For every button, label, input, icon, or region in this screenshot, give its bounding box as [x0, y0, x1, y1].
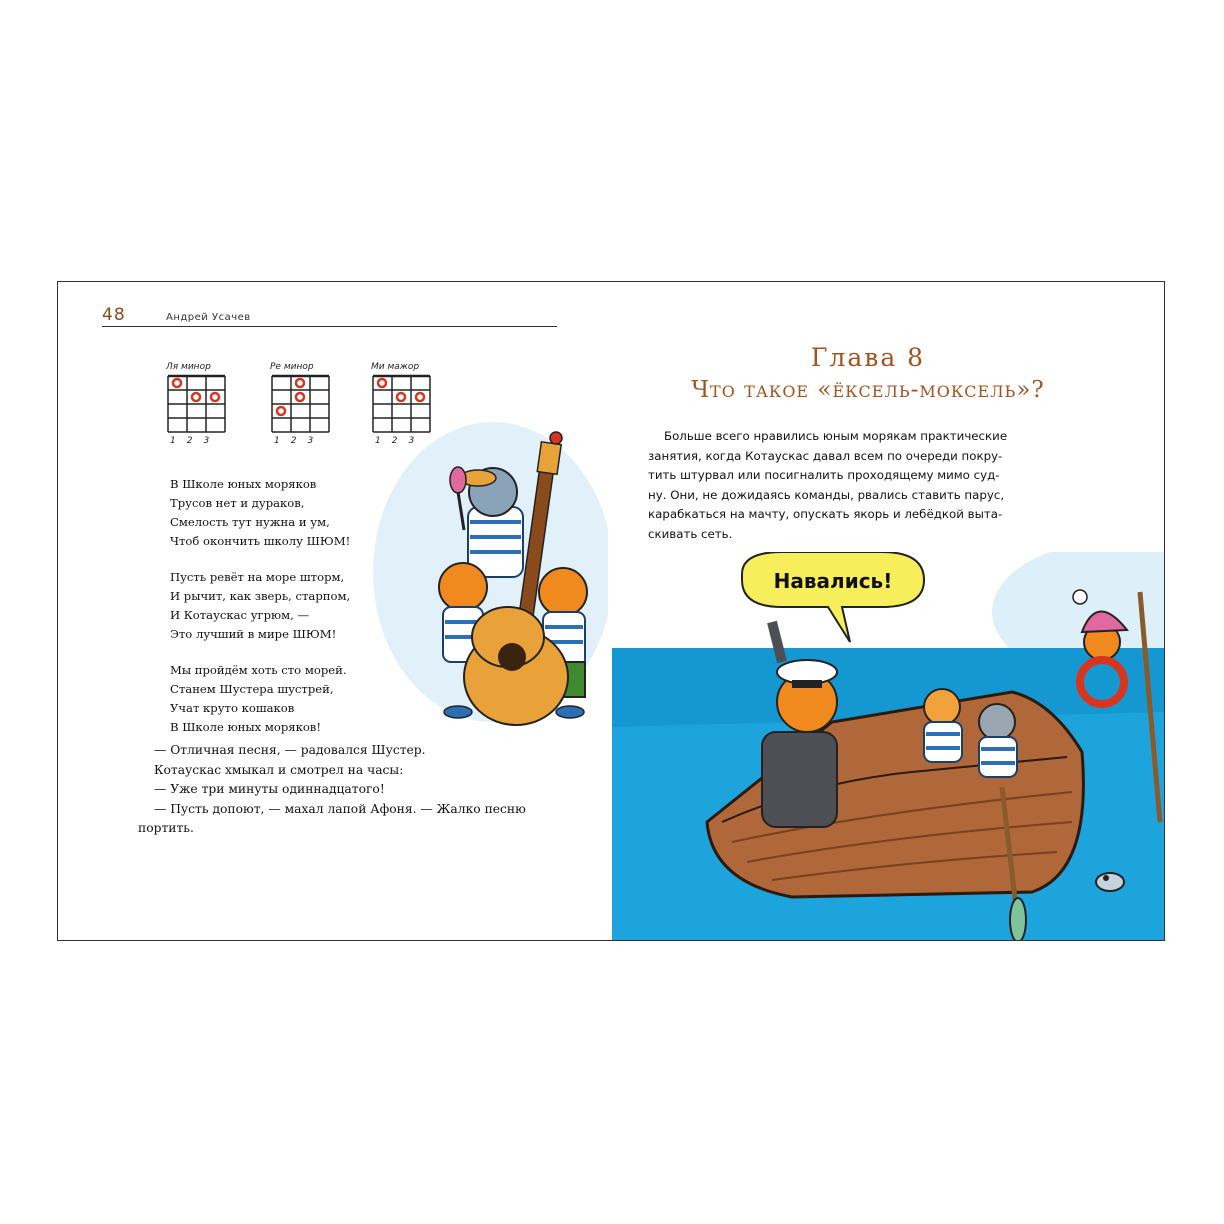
fret-number: 3	[408, 436, 415, 446]
finger-dot	[296, 393, 304, 401]
poem-stanza	[170, 475, 390, 551]
finger-dot	[277, 407, 285, 415]
fret-number: 3	[203, 436, 210, 446]
finger-dot	[416, 393, 424, 401]
fret-number: 1	[375, 436, 381, 446]
finger-dot	[397, 393, 405, 401]
poem-stanza	[170, 661, 390, 737]
chord-diagram	[270, 362, 336, 452]
cats-guitar-illustration	[358, 412, 608, 732]
finger-dot	[296, 379, 304, 387]
prose-line: — Пусть допоют, — махал лапой Афоня. — Жалко песню	[154, 801, 526, 816]
fret-number: 2	[290, 436, 297, 446]
chapter-heading	[618, 342, 1118, 406]
poem-line: В Школе юных моряков!	[170, 720, 321, 734]
rowboat-illustration	[612, 552, 1165, 941]
poem-line: Учат круто кошаков	[170, 701, 295, 715]
speech-bubble-text: Навались!	[773, 569, 893, 593]
prose-line: Котаускас хмыкал и смотрел на часы:	[154, 762, 404, 777]
book-spread	[57, 281, 1165, 941]
finger-dot	[192, 393, 200, 401]
finger-dot	[211, 393, 219, 401]
page-number: 48	[102, 305, 126, 325]
paragraph-line: занятия, когда Котаускас давал всем по очереди покру-	[648, 448, 1003, 463]
fret-number: 1	[170, 436, 176, 446]
paragraph-line: скивать сеть.	[648, 526, 733, 541]
chord-name: Ля минор	[166, 362, 211, 372]
fret-number: 3	[307, 436, 314, 446]
prose-line: — Отличная песня, — радовался Шустер.	[154, 743, 426, 757]
song-poem	[170, 475, 390, 754]
chord-name: Ми мажор	[371, 362, 420, 372]
fret-number: 2	[186, 436, 193, 446]
poem-line: В Школе юных моряков	[170, 477, 317, 491]
fret-numbers	[274, 436, 334, 446]
chord-grid	[270, 374, 332, 436]
poem-line: Мы пройдём хоть сто морей.	[170, 663, 347, 677]
chord-grid	[166, 374, 228, 436]
running-head-author: Андрей Усачев	[166, 312, 251, 323]
poem-line: Смелость тут нужна и ум,	[170, 515, 330, 529]
finger-dot	[378, 379, 386, 387]
header-rule	[102, 326, 557, 327]
chord-diagram	[166, 362, 232, 452]
poem-line: Пусть ревёт на море шторм,	[170, 570, 345, 584]
fret-number: 2	[391, 436, 398, 446]
poem-line: Станем Шустера шустрей,	[170, 682, 334, 696]
chapter-paragraph	[648, 427, 1088, 544]
chapter-number: Глава 8	[810, 343, 926, 372]
chapter-title: Что такое «ёксель-моксель»?	[691, 377, 1045, 403]
poem-line: И Котаускас угрюм, —	[170, 608, 310, 622]
paragraph-line: ну. Они, не дожидаясь команды, рвались ставить парус,	[648, 487, 1005, 502]
poem-line: И рычит, как зверь, старпом,	[170, 589, 351, 603]
dialogue-text	[138, 741, 558, 839]
paragraph-line: Больше всего нравились юным морякам практические	[664, 429, 1008, 443]
finger-dot	[173, 379, 181, 387]
paragraph-line: тить штурвал или посигналить проходящему мимо суд-	[648, 468, 1000, 482]
fret-number: 1	[274, 436, 280, 446]
prose-line: — Уже три минуты одиннадцатого!	[154, 782, 385, 796]
paragraph-line: карабкаться на мачту, опускать якорь и лебёдкой выта-	[648, 507, 1003, 521]
poem-line: Это лучший в мире ШЮМ!	[170, 627, 337, 641]
poem-line: Чтоб окончить школу ШЮМ!	[170, 534, 351, 548]
fret-numbers	[170, 436, 230, 446]
chord-name: Ре минор	[270, 362, 314, 372]
prose-line: портить.	[138, 821, 194, 835]
poem-line: Трусов нет и дураков,	[170, 496, 305, 510]
poem-stanza	[170, 568, 390, 644]
